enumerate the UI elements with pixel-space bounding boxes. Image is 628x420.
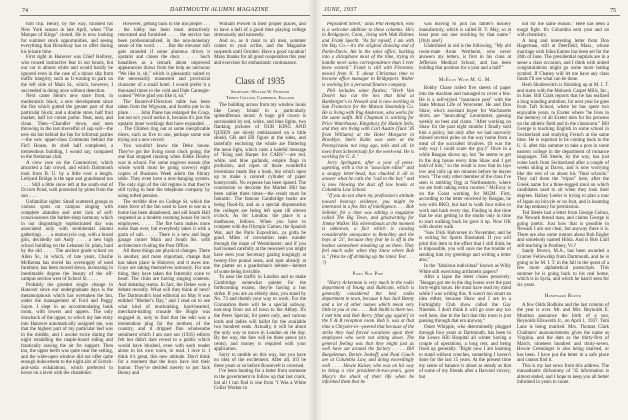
paragraph: Unfamiliar sights: Small scattered groups in various spots on campus singing with complete abandon and utter lack of self-consciousness the barber-shop harmony which in our disgustingly sophisticated day was associated only with sentimental alumni gatherings . . . a motorcycle cop, with a broad grin, decidedly not Andy . . . a new high school building on the Lebanon St. plain, hard by the old . . . . The ancient grade school on Allen St., in which, of late years, Charlie McKenna has stored his oversupply of used furniture, has been moved down, increasing in inestimable degree the beauty of the off-campus section west of School St. . . . .: [21, 199, 113, 283]
paragraph: Omer Whipple, who determinedly plugged through four years at Dartmouth, has been in the Lenox Hill Hospital all winter having a couple of operations, a long rest, and being fixed up generally. "Right now I am learning to stand without crutches, something I haven't done for the last 15 years. At the present time my sense of balance is about as steady as that of some of my friends after a Harvard victory, but: [419, 324, 511, 380]
class-address: Trinity College, Cambridge, England: [226, 94, 294, 100]
header-rule: [322, 15, 620, 16]
paragraph: Herb Shuhlewitch is finishing up at M. I. T. and starts with the Mohawk Carpet Mills, Inc., in June. Bill Clark reports that he has realized a long standing ambition, for next year he goes from Taft School, where he has spent two enjoyable years, to Exeter where "he lives in the memory of all Exeter men for his prowess on the athletic field and in the classroom." Bill George is teaching English in some school in Switzerland and studying French at the same time. He is reported to be coming back to the U. S. after this summer to take a post in some eastern college in the department of romance languages. Ted Steele, by the way, has just come back from Switzerland after a couple of weeks skiing at Davos, and is now worrying like the rest of us about his "final schools." They call them the "tripos" here, after the Greek name for a three-legged stool on which candidates used to sit when they took their degrees. Halsey Leeler is trying to plan a tour of Japan on bicycle or on foot, and is haunting the Jap embassy for permission.: [517, 83, 609, 211]
column-2: [118, 22, 210, 410]
paragraph: You wouldn't know the Deke house. They've got the living room clock going, the one that stopped running when Eddie Dooley was in school. For some ungiven reason (the whole world must be going screwy) eight copies of Business Week adorn the library table. They even have a new-hanging system. The only sign of the old regime is that they're still trying to beat the telephone company by using tufted pennies.: [118, 144, 210, 199]
paragraph: Underlined in red is the following. "My old room-mate Arnie Wertheim, who never answers my letters, is first in his class at Jefferson Medical School, and has been holding that position for a year and a half!": [419, 44, 511, 72]
section-heading: Homeward Bound: [544, 294, 582, 300]
paragraph: The terrible dive on College St. which the mule force of the Inn used to have to use as a home has been abandoned, and old South Hall reopened as a modern rooming house for such employees. . . . . The fire horn makes more noise than ever, but everybody takes it with a grain of salt. . . . . There is a new and huge garage corner Main and South Sts. with architecture rivaling the Post Office.: [118, 199, 210, 249]
paragraph: After a lapse the letter closes pensively: "Reagan got me in the dog house over the past forty-eight hours. He must have read my mind while I was writing this. It wasn't too smart an idea either, because Shaw and I are in a Fortnightly Club show called the Gay Nineties. I don't think it will go over any too well here, due to the fact that this town is just passing through that era anyway.": [419, 275, 511, 325]
page-gutter: [308, 0, 322, 420]
paragraph: William Powell in their proper places, and to have a hell of a good time playing college strenuously and earnestly.: [214, 22, 306, 39]
paragraph: I've been hunting for a letter from someone in the government to follow up that last crack, but all I can find is one from "I Was a White Collar Worker in: [214, 369, 306, 392]
section-heading: McEvoy With M. G. M.: [438, 77, 492, 83]
paragraph: "Saw Dick Halvorsen in November, and he is writing for Sports Illustrated. If you will print this item to the effect that I still think he is impossible, you will save me the trouble of sending him my greetings and writing a letter also.": [419, 230, 511, 264]
running-head: DARTMOUTH ALUMNI MAGAZINE: [170, 7, 269, 13]
right-page: [316, 0, 628, 420]
paragraph: All these things are physical changes. There is another, and more important, change that has taken place in Hanover, and it awes me. Guys are taking themselves seriously. For one thing, they have taken the fraternity scare to heart. The clubs are having singing contests. And debating teams. In fact, the Dekes won a debate recently. What will they think of next? The Dartmouth's lead editorial on May 8 was entitled "Mother's Day," and I read on to see what kind of muckraking, hard-hearted, merchant-baiting crusade the Bugle was engaged in, only to find that the edit was a tremendous plug for the mothers of the country, and it dripped fine wholesome sentiment which I am sure our (1935) editors felt but didn't dare reveal to a public which would have blushed, even with each reader alone in his own room, to read. I love it. I think it's great, this new attitude. Don't think for a moment that the boys have lost their humor. They've decided merely to put Jack Benny and: [118, 249, 210, 377]
paragraph: This is my last news from this address. The transatlantic dichotomy of '35 information is almost ended, and I hope to keep you all better informed in years to come.: [517, 363, 609, 386]
column-1: [322, 22, 414, 410]
paragraph: Sandy Brown, M.A., has been awarded a Cramer Fellowship from Dartmouth, and he is going to be M. I. T. in the fall in the quest of a few more alphabetical postscripts. This summer he is going back to his real home, which is in Syria, and which he hasn't seen for six years.: [517, 249, 609, 288]
paragraph: And so, as it must to all men, summer comes to your scribe, and the Magazine suspends until October. Have a good vacation! Many thanks for all good cooperation this year and exercises for enthusiastic continuance.: [214, 38, 306, 66]
class-secretary: Secretary, William W. Fitzhugh: [230, 89, 290, 95]
section-heading: Pono Not Pine: [352, 272, 384, 278]
paragraph: Pepsodent Street," alias Phil Hemphill, who is a welcome addition to these columns. He's in Bridgeport, Conn., living with Walt Holmes and Frank Specht. "As for myself, I am with the Bay Co.—it's the original drawing end of Parke-Davis. Am in the sales office, barking into a dictaphone most of the time, trying to handle more sales correspondence than I ever knew existed." Frank is still with Firestone, moved from N. Y. about Christmas time to become office manager in Bridgeport. Walter is working for a personal finance company.: [322, 22, 414, 89]
paragraph: Bobby Chase rolled five sheets of paper into the machine and managed to cover a few. He is a self-styled "insurance pest" with the State Mutual Life of Worcester. He and Don Shaw, who's assistant buyer for Wachusetts shirts, are "innovating" Leominster, gassing weekly on beer and clams. "After working on Shaw for the past eight months I finally sold him a policy, but only after we had narrowly missed several poles on the way home from a meal of the succulent bivalves. (It was the only way I could scare the guy.)" Once in a while Reagan shows up, but "he seems to get in the dog house every time Shaw and I get hold of him," so the result is now that he lays low and calls up ten minutes before he leaves town. "The only other member of the class I've seen is ambling Ogg at Northeastern, where we are both taking extra courses." McEvoy is on the Coast working for MGM. First, according to the letter received by Reagan, he was with RKO, but had to walk four miles to work and back every day. Finding in due time that he was getting to the studio only in time to start walking back he gave it up. Now OK with shorter walk.: [419, 86, 511, 231]
paragraph: However, getting back to the Inn proper . . . . the lobby has been most attractively renovated and furnished . . . . the service has been professionalized, in the non-monetary sense of the word. . . . . But the elevator still gets stranded if some alumnus drives it upstairs and closes the door. . . . . Such banalities as a remark about improved appearances draws from the help an unctuous "We like it, sir," which is pleasantly suited to the necessarily mannered and provincial character of a small hotel. I would prefer it a thousand times to the cold and Dale Carnegie-coined "We're glad you like it, sir.": [118, 22, 210, 100]
paragraph: "Harry Ackerman is very much in the radio department of Young and Rubicam, which is generally considered the best radio department in town, because it has Jack Benny and a lot of other names which mean very little to you or me. . . . . Bob Smith is there too. I met him and Bob Berry [that guy again!] in the Y & R reception room. Bob S. was at that time a Chrysler-in—peeved that because of the strike they had forced vacations upon their employees who were not sitting down. The general feeling was that they might just as well have sat around the factory . . . . Bill Burgeleman, Bernie Jonkoff, and Paul Couch are at Columbia Law, and doing exceedingly well . . . . Howie Kaiser, who was on his way to being a vice president-in-two-years, gave Macy's the shock of their life when he informed them that he: [322, 280, 414, 386]
paragraph: turn trip. Henry, by the way, finished his New York season in late April, when "The Masque of Kings" closed. He is now looking for summer stock opportunities, and seeing everything that Broadway has to offer during his leisure time.: [21, 22, 113, 55]
paragraph: was leaving to join his father's hosiery manufactory, which is called B. V. May, so at least puts out one stocking by that name." [Only one!]: [419, 22, 511, 44]
paragraph: not for the same reason." Here has been a tough fight. It's Columbia next year and on with chemistry.: [517, 22, 609, 39]
paragraph: Probably the greatest single change in Hanover since our undergraduate days is the metamorphosis which has overtaken the Inn, under the management of Ford and Peggy Sayre. I slept in an accommodating bunk room, with lowers and uppers. The only drawback of the upper, to which my late entry into Hanover automatically assigned me, was that the highest part of my particular bed was in the middle, and I awoke twice during the night straddling the maple-board siding and frantically sawing the air for support. Then too, the upper berth was quite near the ceiling, and the wide-open window did not offer quite enough inducement to the night airs of Scotch-and-soda exhalations, which preferred to hover on a level with the chandelier.: [21, 282, 113, 377]
paragraph: In the "fabulous individual" known as Willy White still exercising arithmetic papers?: [419, 263, 511, 275]
paragraph: Jerry Springarn, after a year of press-agenting, with a rise to "associate editor" and a snappy letter-head, has chucked it all to answer what he calls the "call to the bar," and is now blowing the dust off law books at Columbia Law School.: [322, 160, 414, 194]
paragraph: Next came Stein's new store front, in modernistic black, a new development since the fire which gutted the greater part of that particular block; and a double store, half fruit market, half ice cream parlor. Neat, neat, and clean. Then—Chandler down, and men throwing in the last shovelful of sup soil—the new ski hut behind the Inn for informal parties—the new upper-class Commons behind the Fin'l House, its shell half completed, a tremendous building, I would say, compared to the freshman club.: [21, 94, 113, 161]
paragraph: The building across from my window looks like Coney Island in a particularly splendiferous mood. A huge gilt crown is surrounded by red, white, and blue lights, two flanking pictures of OUR KING AND QUEEN are nicely emblazoned on a little shield, GR and ER figure at the sides, and tastefully enclosing the whole are fluttering the neon light, which casts a baleful message of "King and Harper for CARS"—are red, white, and blue garlands, empire flags in profusion, and ropes of those wonderful inventions made like a book, but which open up to make a colored cylinder of paper honeycomb. No expense has been spared. The concession to decorate the Market Hill has been sublet three times—the result must be fantastic. The famous Cambridge backs are being flood-lit, and as a special dispensation the colleges are being left open till eleven o'clock. As for London: the place is a madhouse, fellows. When you have to compete with the Olympic Games, the Spanish War, and the Paris Exposition, ya gotta be good. Miles of coronation seats wander through the maze of Westminster; and if you had looked carefully at the newsreel you might have seen your Secretary gazing longingly at twenty-five pound seats, and spot already at the platter on a guardsman's helmet—helmet of some being invisible.: [214, 103, 306, 275]
page-number: 74: [22, 8, 28, 14]
column-3: [517, 22, 609, 410]
paragraph: To ease the traffic in London and to make Cambridge somewhat quieter for the forthcoming exams, they're having a bus strike. If you are an elderly man, you stand by No. 73 and thumb your way to work. For the Coronation there will be a special subway, non-stop from out of town to the Abbey. It's the Peers Special, for peers only, and various lords and ladies will ballot for the available two hundred seats. Actually, it will be about the only way to move in London on the day. By the way, the fare will be three pence (six cents), and money is required with your application.: [214, 275, 306, 353]
paragraph: Sorry to ramble on this way, but you have no idea of the excitement. After all, it'll be three years or so before Roosevelt is crowned.: [214, 352, 306, 369]
paragraph: "If you do not share my profession's attitude toward hearsay evidence, you might be interested in a few bits of intelligence. . . . Bob Sellmer, for a time was editing a magazine called The Big Town, and ghostwriting for Jimmy Walker. His whereabouts at the moment is unknown, a fact which is causing considerable annoyance to Benchley and the boys at '21', because they fear he is off in the bushes somewhere sneaking up on them. They feel much safer when they know where Bob is." (Was he off drinking up the latest Test . . . ?): [322, 193, 414, 266]
column-2: [419, 22, 511, 410]
header-rule: [20, 15, 310, 16]
page-number: 75: [610, 8, 616, 14]
paragraph: Ted Steele had a letter from George Colton, the Newark thread man, and claims George is going poetic. Just how that is possible in Newark I am not clear, but anyway there it is. There are also some rumors about Bob Engler and somebody named Hilda. And is Bob Luill still teaching in Poultney, Vt.?: [517, 210, 609, 249]
paragraph: Phil includes some flashes: "Herb Van Doorn has cut the ties that bind at Bamberger's in Newark and is now working in San Francisco for the Matson Steamship Co. He is living with Pug Anderson, who works for the same outfit. Bill Chapman is working for Price Waterhouse, Kingsbury for Haskin Sells, and they are living with Carl Austin (Tuck '36 from Williams) at the Hotel Margaret in Brooklyn. Stern Kahn was seen at the Pennsylvania not long ago, tails and all. In town from Schenectady for the week-end. He is working for G. E.": [322, 88, 414, 161]
paragraph: A crew race on the Connecticut, which attracted a fair crowd, and which Dartmouth took from B. U. by a little over a length. Ledyard Bridge is the tape and grandstand too . . . . Still a little snow left at the south end of Occom Pond, well protected by pines from the sun . . . .: [21, 160, 113, 199]
column-3: [214, 22, 306, 410]
paragraph: The Board-of-Directors table has been taken from the Wigwam, and booths put in its place . . . . John Piane has enlarged the Coop, but not so's you'd notice it, because it's just the upstairs inner workings that have expanded. . . . . The Chimes ring out at some inexplicable times, such as five to one, perhaps some one trying out a new record.: [118, 99, 210, 144]
column-1: [21, 22, 113, 410]
paragraph: A few Odds Bodkins and the last column of the year is over. Mr. and Mrs. Reynolds E. Moulton announce the birth of a son, Reynolds Ellsworth Jr., on April 1, 1937. Tom Lane is being married. Mrs. Thomas Clark Chalmers' announcements gives the name as Virginia, and the date as the thirty-first of March, nineteen hundred and thirty-seven. Howie Crenninger is also being married, or has been. I have put the letter in a safe place and cannot find it.: [517, 302, 609, 364]
running-head: JUNE, 1937: [324, 7, 357, 13]
paragraph: A long and interesting letter from Don Hagerman, still at Deerfield, Mass., whose marriage with Edna Eames has been set for the 26th of June. The presidential nuptials are in a sense a class occasion, and I think with united congratulations might go some more lasting symbol. If Chaney will let me have any class funds I'll see what can be done.: [517, 38, 609, 83]
paragraph: First sight in Hanover was Chief Holbrey, who roused instinctive fear in our hearts, but our car is almost white and would hardly be ignored even in the case of a minor slip from traffic integrity, such as U-turning to park on the left side of Main St., which, however, I succeeded in doing once without detection.: [21, 55, 113, 94]
section-heading: Class of 1935: [235, 76, 285, 87]
